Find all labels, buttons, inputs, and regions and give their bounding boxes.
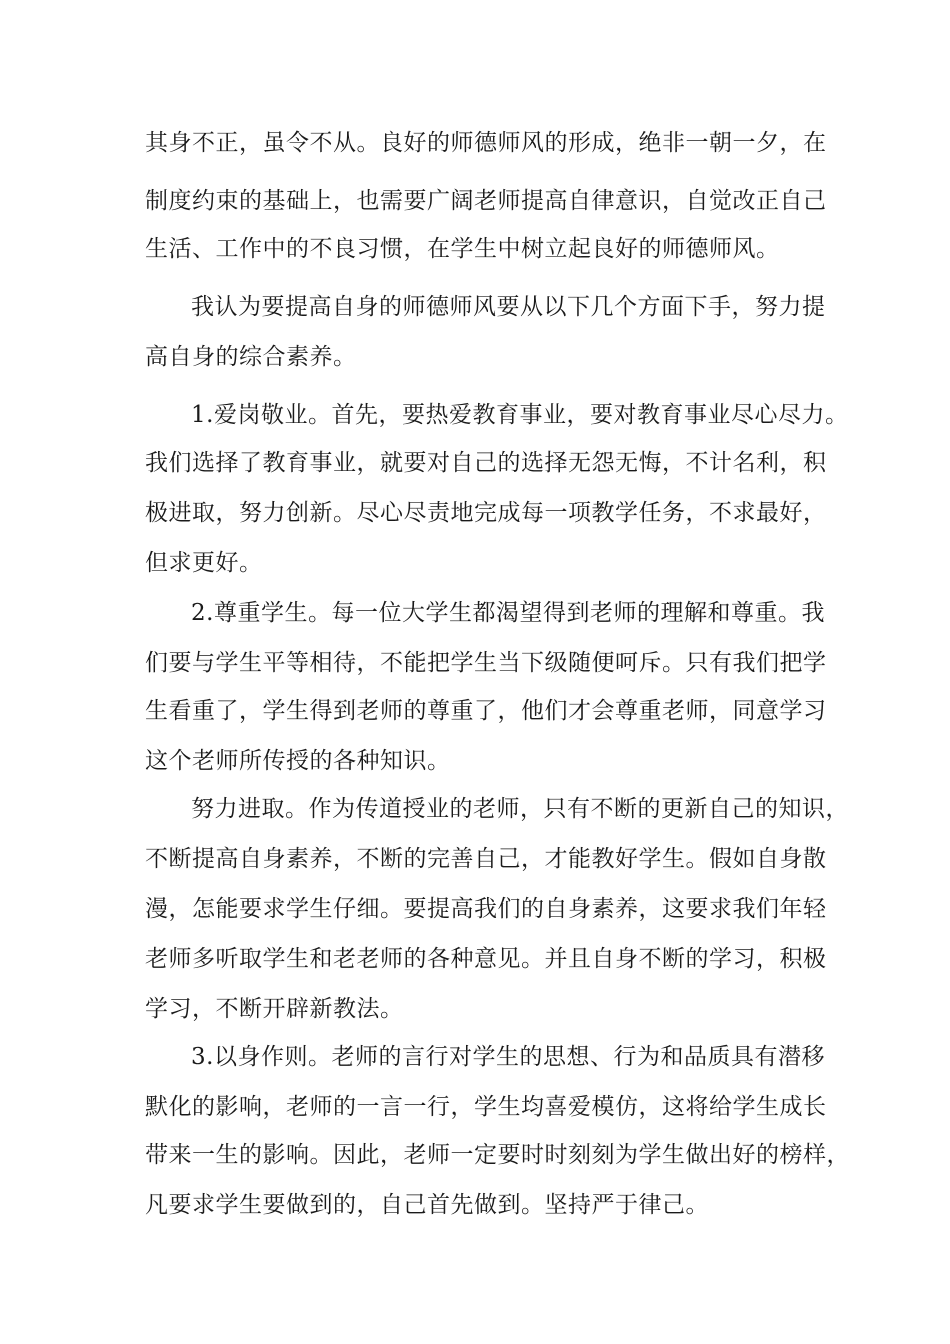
paragraph-start-line: 1.爱岗敬业。首先，要热爱教育事业，要对教育事业尽心尽力。	[191, 402, 849, 428]
text-line: 默化的影响，老师的一言一行，学生均喜爱模仿，这将给学生成长	[145, 1094, 827, 1120]
paragraph-start-line: 努力进取。作为传道授业的老师，只有不断的更新自己的知识，	[191, 796, 849, 822]
text-line: 这个老师所传授的各种知识。	[145, 748, 451, 774]
text-line: 不断提高自身素养，不断的完善自己，才能教好学生。假如自身散	[145, 846, 827, 872]
text-line: 高自身的综合素养。	[145, 344, 357, 370]
text-line: 学习，不断开辟新教法。	[145, 996, 404, 1022]
text-line: 漫，怎能要求学生仔细。要提高我们的自身素养，这要求我们年轻	[145, 896, 827, 922]
text-line: 老师多听取学生和老老师的各种意见。并且自身不断的学习，积极	[145, 946, 827, 972]
paragraph-start-line: 3.以身作则。老师的言行对学生的思想、行为和品质具有潜移	[191, 1044, 825, 1070]
text-line: 我们选择了教育事业，就要对自己的选择无怨无悔，不计名利，积	[145, 450, 827, 476]
text-line: 制度约束的基础上，也需要广阔老师提高自律意识，自觉改正自己	[145, 188, 827, 214]
text-line: 其身不正，虽令不从。良好的师德师风的形成，绝非一朝一夕，在	[145, 130, 827, 156]
text-line: 但求更好。	[145, 550, 263, 576]
text-line: 们要与学生平等相待，不能把学生当下级随便呵斥。只有我们把学	[145, 650, 827, 676]
text-line: 生活、工作中的不良习惯，在学生中树立起良好的师德师风。	[145, 236, 780, 262]
text-line: 极进取，努力创新。尽心尽责地完成每一项教学任务，不求最好，	[145, 500, 827, 526]
paragraph-start-line: 2.尊重学生。每一位大学生都渴望得到老师的理解和尊重。我	[191, 600, 825, 626]
text-line: 生看重了，学生得到老师的尊重了，他们才会尊重老师，同意学习	[145, 698, 827, 724]
text-line: 带来一生的影响。因此，老师一定要时时刻刻为学生做出好的榜样，	[145, 1142, 850, 1168]
paragraph-start-line: 我认为要提高自身的师德师风要从以下几个方面下手，努力提	[191, 294, 826, 320]
text-line: 凡要求学生要做到的，自己首先做到。坚持严于律己。	[145, 1192, 709, 1218]
